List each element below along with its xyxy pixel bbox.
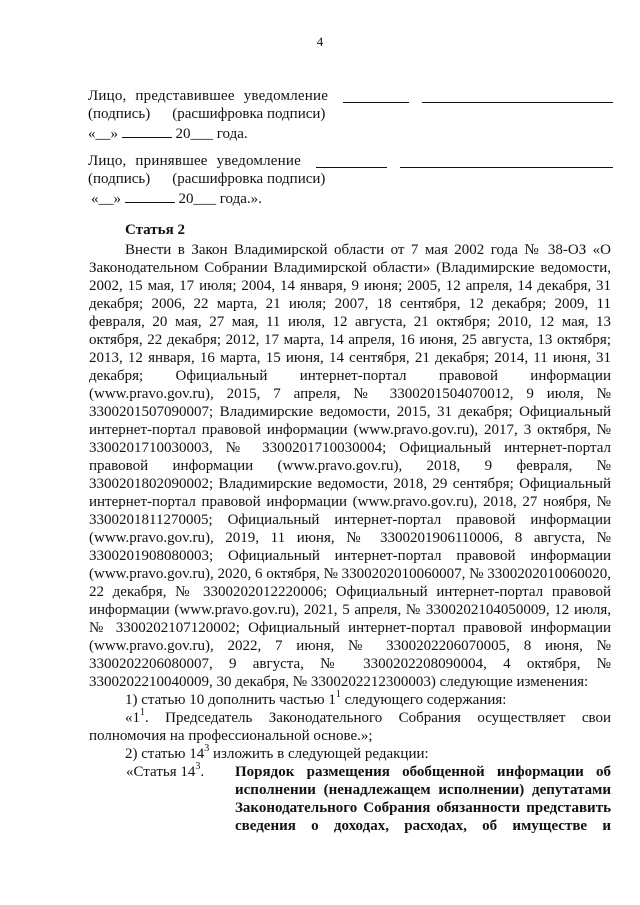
article-heading: Статья 2: [125, 222, 185, 238]
name-caption: (расшифровка подписи): [172, 106, 326, 122]
signature-block-receiver: [88, 152, 613, 206]
signature-line: [343, 102, 409, 103]
signature-caption: (подпись): [88, 171, 151, 187]
page-number: 4: [316, 34, 324, 49]
new-article-14-3: [89, 763, 611, 835]
date-year: 20___: [178, 191, 216, 207]
signature-line: [316, 167, 387, 168]
amendment-item-2: 2) статью $14^3$ изложить в следующей редакции:: [125, 743, 429, 762]
amendment-quote-1: «$1^1$. Председатель Законодательного Собрания осуществляет свои полномочия на профессиональной основе.»;: [89, 707, 611, 744]
name-line: [422, 102, 613, 103]
date-month-line: [125, 188, 175, 203]
article-body: Внести в Закон Владимирской области от 7 мая 2002 года № 38-ОЗ «О Законодательном Собрании Владимирской области» (Владимирские ведомости, 2002, 15 мая, 17 июля; 2004, 14 января, 9 июня; 2005, 12 апреля, 14 декабря, 31 декабря; 2006, 22 марта, 21 июля; 2007, 18 сентября, 12 декабря; 2009, 11 февраля, 20 мая, 27 мая, 11 июля, 12 августа, 21 октября; 2010, 12 мая, 13 октября, 22 декабря; 2012, 17 марта, 14 апреля, 16 июня, 25 августа, 13 октября; 2013, 12 января, 16 марта, 15 июня, 14 сентября, 21 декабря; 2014, 11 июня, 31 декабря; Официальный интернет-портал правовой информации (www.pravo.gov.ru), 2015, 7 апреля, № 3300201504070012, 9 июля, № 3300201507090007; Владимирские ведомости, 2015, 31 декабря; Официальный интернет-портал правовой информации (www.pravo.gov.ru), 2017, 3 октября, № 3300201710030003, № 3300201710030004; Официальный интернет-портал правовой информации (www.pravo.gov.ru), 2018, 9 февраля, № 3300201802090002; Владимирские ведомости, 2018, 29 сентября; Официальный интернет-портал правовой информации (www.pravo.gov.ru), 2018, 27 ноября, № 3300201811270005; Официальный интернет-портал правовой информации (www.pravo.gov.ru), 2019, 11 июня, № 3300201906110006, 8 августа, № 3300201908080003; Официальный интернет-портал правовой информации (www.pravo.gov.ru), 2020, 6 октября, № 3300202010060007, № 3300202010060020, 22 декабря, № 3300202012220006; Официальный интернет-портал правовой информации (www.pravo.gov.ru), 2021, 5 апреля, № 3300202104050009, 12 июля, № 3300202107120002; Официальный интернет-портал правовой информации (www.pravo.gov.ru), 2022, 7 июня, № 3300202206070005, 8 июня, № 3300202206080007, 9 августа, № 3300202208090004, 4 октября, № 3300202210040009, 30 декабря, № 3300202212300003) следующие изменения:: [89, 242, 611, 690]
date-month-line: [122, 123, 172, 138]
new-article-label: «Статья $14^3$.: [126, 761, 205, 780]
signature-caption: (подпись): [88, 106, 151, 122]
date-day: «__»: [88, 126, 118, 142]
signature-block-submitter: [88, 87, 613, 141]
date-suffix: года.».: [219, 191, 262, 207]
name-line: [400, 167, 613, 168]
date-day: «__»: [91, 191, 121, 207]
date-suffix: года.: [216, 126, 248, 142]
amendment-item-1: 1) статью 10 дополнить частью $1^1$ следующего содержания:: [125, 689, 507, 708]
date-year: 20___: [175, 126, 213, 142]
new-article-title: Порядок размещения обобщенной информации об исполнении (ненадлежащем исполнении) депутатами Законодательного Собрания обязанности представить сведения о доходах, расходах, об имуществе и: [235, 764, 611, 834]
signature-label: Лицо, принявшее уведомление: [88, 153, 301, 169]
name-caption: (расшифровка подписи): [172, 171, 326, 187]
article-2: [89, 221, 611, 835]
signature-label: Лицо, представившее уведомление: [88, 88, 329, 104]
